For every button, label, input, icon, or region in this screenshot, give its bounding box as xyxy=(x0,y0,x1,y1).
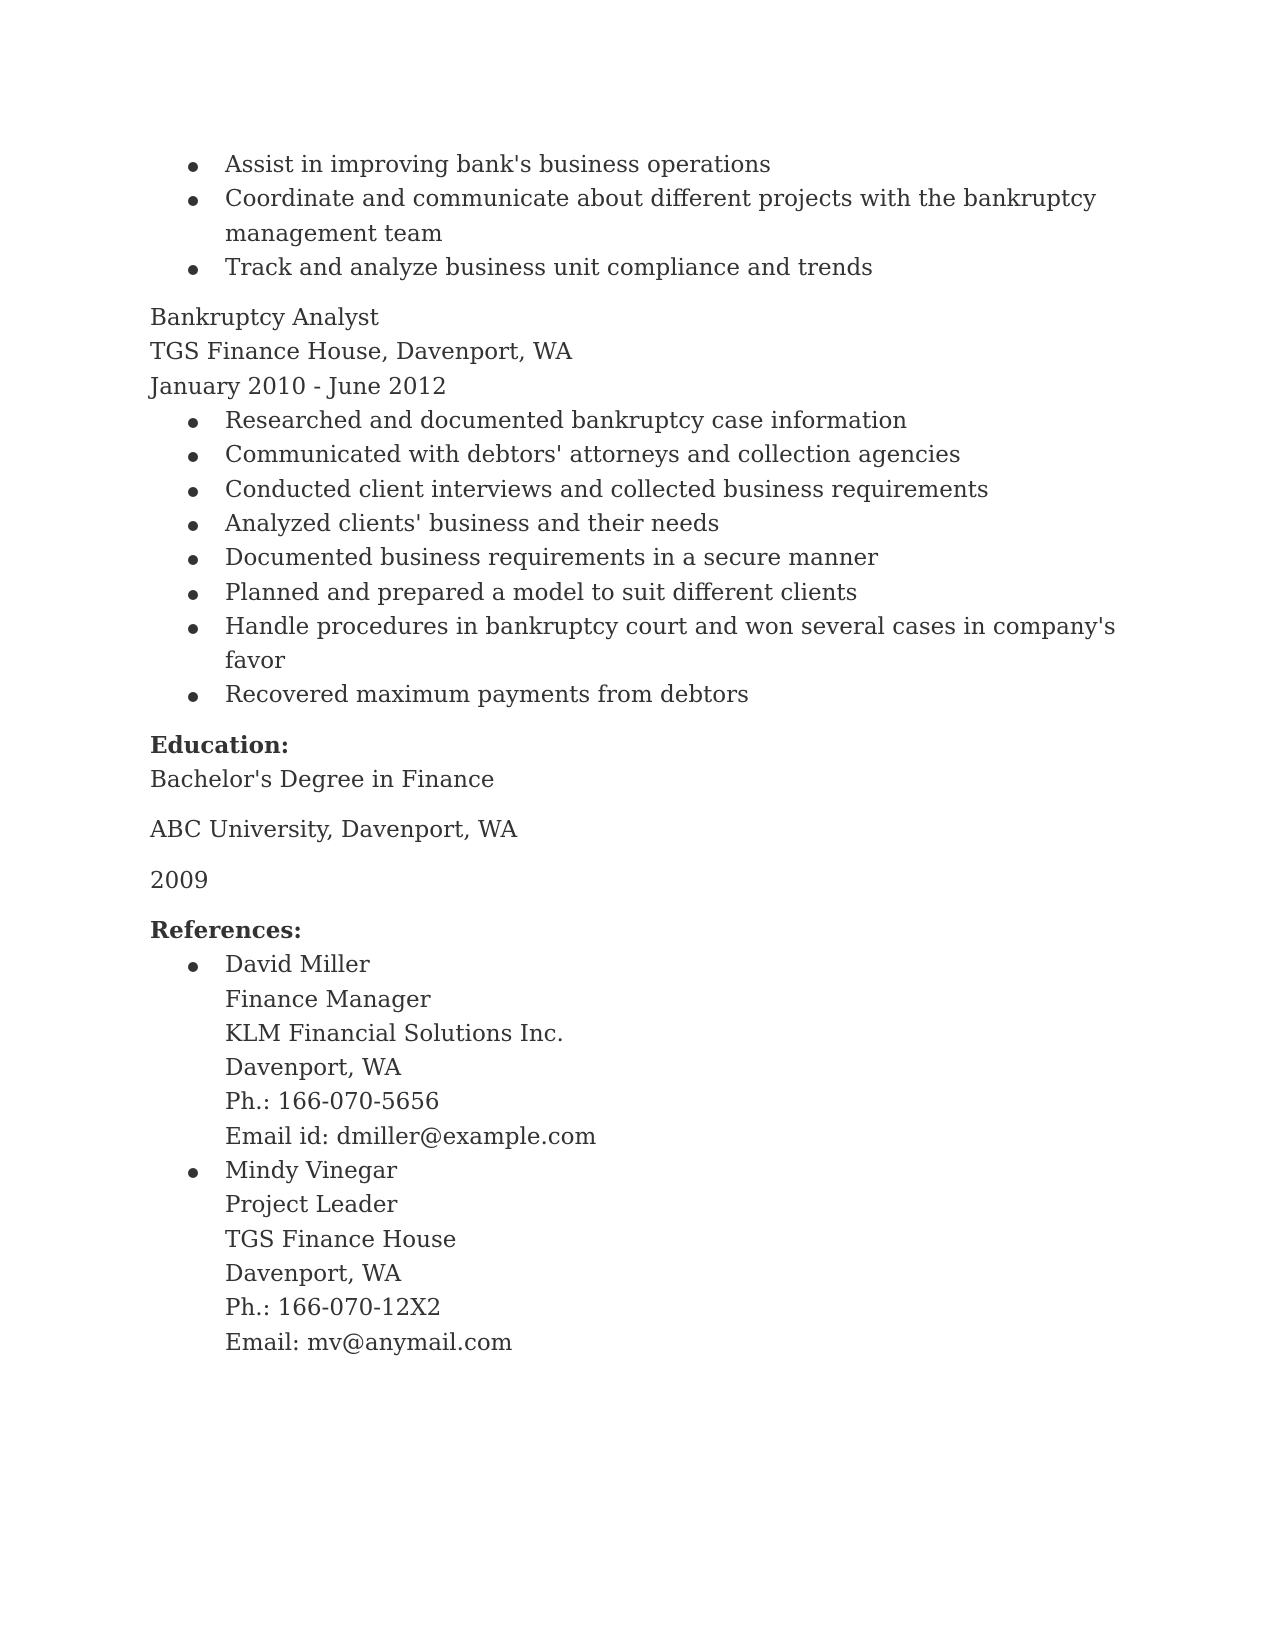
duty-text: Researched and documented bankruptcy case information xyxy=(225,408,908,435)
reference-phone: Ph.: 166-070-12X2 xyxy=(225,1295,442,1322)
list-item xyxy=(225,182,1140,251)
reference-role: Project Leader xyxy=(225,1192,398,1219)
references-section xyxy=(150,914,1140,1360)
reference-name: David Miller xyxy=(225,952,370,979)
education-section xyxy=(150,729,1140,898)
reference-role: Finance Manager xyxy=(225,986,431,1013)
list-item xyxy=(225,610,1140,679)
list-item xyxy=(225,251,1140,285)
duty-text: Recovered maximum payments from debtors xyxy=(225,682,749,709)
education-degree: Bachelor's Degree in Finance xyxy=(150,767,495,794)
bullet-icon xyxy=(188,624,198,634)
job-entry xyxy=(150,301,1140,713)
duty-text: Handle procedures in bankruptcy court and won several cases in company's favor xyxy=(225,613,1116,675)
reference-location: Davenport, WA xyxy=(225,1055,402,1082)
references-list xyxy=(150,948,1140,1360)
list-item xyxy=(225,678,1140,712)
continued-duties-list xyxy=(150,148,1140,285)
duty-text: Planned and prepared a model to suit different clients xyxy=(225,579,858,606)
bullet-icon xyxy=(188,1168,198,1178)
list-item xyxy=(225,576,1140,610)
list-item xyxy=(225,438,1140,472)
reference-email: Email: mv@anymail.com xyxy=(225,1329,513,1356)
reference-item xyxy=(225,1154,1140,1360)
education-year: 2009 xyxy=(150,867,209,894)
reference-email: Email id: dmiller@example.com xyxy=(225,1123,597,1150)
bullet-icon xyxy=(188,418,198,428)
reference-location: Davenport, WA xyxy=(225,1260,402,1287)
reference-phone: Ph.: 166-070-5656 xyxy=(225,1089,440,1116)
reference-company: TGS Finance House xyxy=(225,1226,457,1253)
job-employer: TGS Finance House, Davenport, WA xyxy=(150,339,573,366)
bullet-icon xyxy=(188,162,198,172)
education-heading: Education: xyxy=(150,731,290,759)
job-dates: January 2010 - June 2012 xyxy=(150,373,447,400)
job-title: Bankruptcy Analyst xyxy=(150,305,379,332)
list-item xyxy=(225,148,1140,182)
bullet-icon xyxy=(188,521,198,531)
duty-text: Analyzed clients' business and their needs xyxy=(225,510,720,537)
bullet-icon xyxy=(188,555,198,565)
bullet-icon xyxy=(188,692,198,702)
list-item xyxy=(225,473,1140,507)
reference-name: Mindy Vinegar xyxy=(225,1158,398,1185)
bullet-icon xyxy=(188,590,198,600)
resume-content xyxy=(150,148,1140,1360)
job-duties-list xyxy=(150,404,1140,713)
reference-company: KLM Financial Solutions Inc. xyxy=(225,1020,564,1047)
education-school: ABC University, Davenport, WA xyxy=(150,817,518,844)
bullet-icon xyxy=(188,196,198,206)
list-item xyxy=(225,507,1140,541)
reference-item xyxy=(225,948,1140,1154)
references-heading: References: xyxy=(150,916,302,944)
duty-text: Track and analyze business unit compliance and trends xyxy=(225,254,873,281)
bullet-icon xyxy=(188,452,198,462)
bullet-icon xyxy=(188,962,198,972)
bullet-icon xyxy=(188,487,198,497)
duty-text: Documented business requirements in a secure manner xyxy=(225,545,879,572)
bullet-icon xyxy=(188,265,198,275)
duty-text: Assist in improving bank's business operations xyxy=(225,152,771,178)
list-item xyxy=(225,404,1140,438)
duty-text: Coordinate and communicate about different projects with the bankruptcy management team xyxy=(225,186,1097,247)
duty-text: Communicated with debtors' attorneys and collection agencies xyxy=(225,442,961,469)
duty-text: Conducted client interviews and collected business requirements xyxy=(225,476,989,503)
list-item xyxy=(225,541,1140,575)
